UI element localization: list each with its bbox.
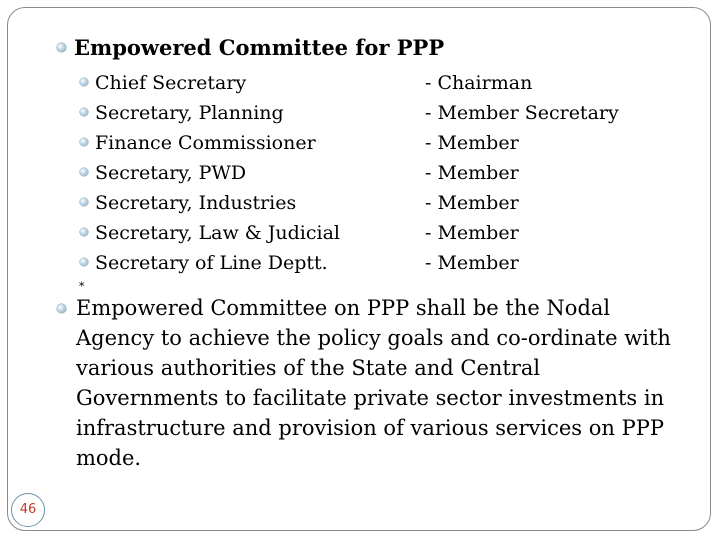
bullet-icon [80,198,88,206]
member-row [80,68,533,98]
nodal-agency-paragraph [57,293,687,473]
member-row [80,98,619,128]
member-row [80,218,519,248]
committee-member-list [80,68,619,278]
member-row [80,158,519,188]
stray-mark: * [79,280,85,293]
member-role: - Member [425,222,519,244]
bullet-icon [80,138,88,146]
member-name: Finance Commissioner [95,132,316,154]
bullet-icon [80,168,88,176]
bullet-icon [80,78,88,86]
member-name: Secretary, Law & Judicial [95,222,340,244]
bullet-icon [80,258,88,266]
page-number-badge: 46 [11,493,45,527]
member-role: - Member [425,252,519,274]
slide-heading [57,35,444,60]
bullet-icon [80,108,88,116]
member-row [80,188,519,218]
member-role: - Member [425,132,519,154]
member-role: - Member Secretary [425,102,619,124]
bullet-icon [57,304,66,313]
member-name: Secretary, Industries [95,192,297,214]
member-role: - Member [425,192,519,214]
bullet-icon [80,228,88,236]
member-row [80,128,519,158]
member-name: Chief Secretary [95,72,247,94]
paragraph-text: Empowered Committee on PPP shall be the Nodal Agency to achieve the policy goals and co-ordinate with various authorities of the State and Central Governments to facilitate private sector investments in infrastructure and provision of various services on PPP mode. [76,296,671,470]
member-role: - Member [425,162,519,184]
member-name: Secretary, Planning [95,102,284,124]
member-name: Secretary, PWD [95,162,247,184]
bullet-icon [57,43,66,52]
member-role: - Chairman [425,72,533,94]
member-row [80,248,519,278]
member-name: Secretary of Line Deptt. [95,252,328,274]
heading-text: Empowered Committee for PPP [74,35,445,60]
